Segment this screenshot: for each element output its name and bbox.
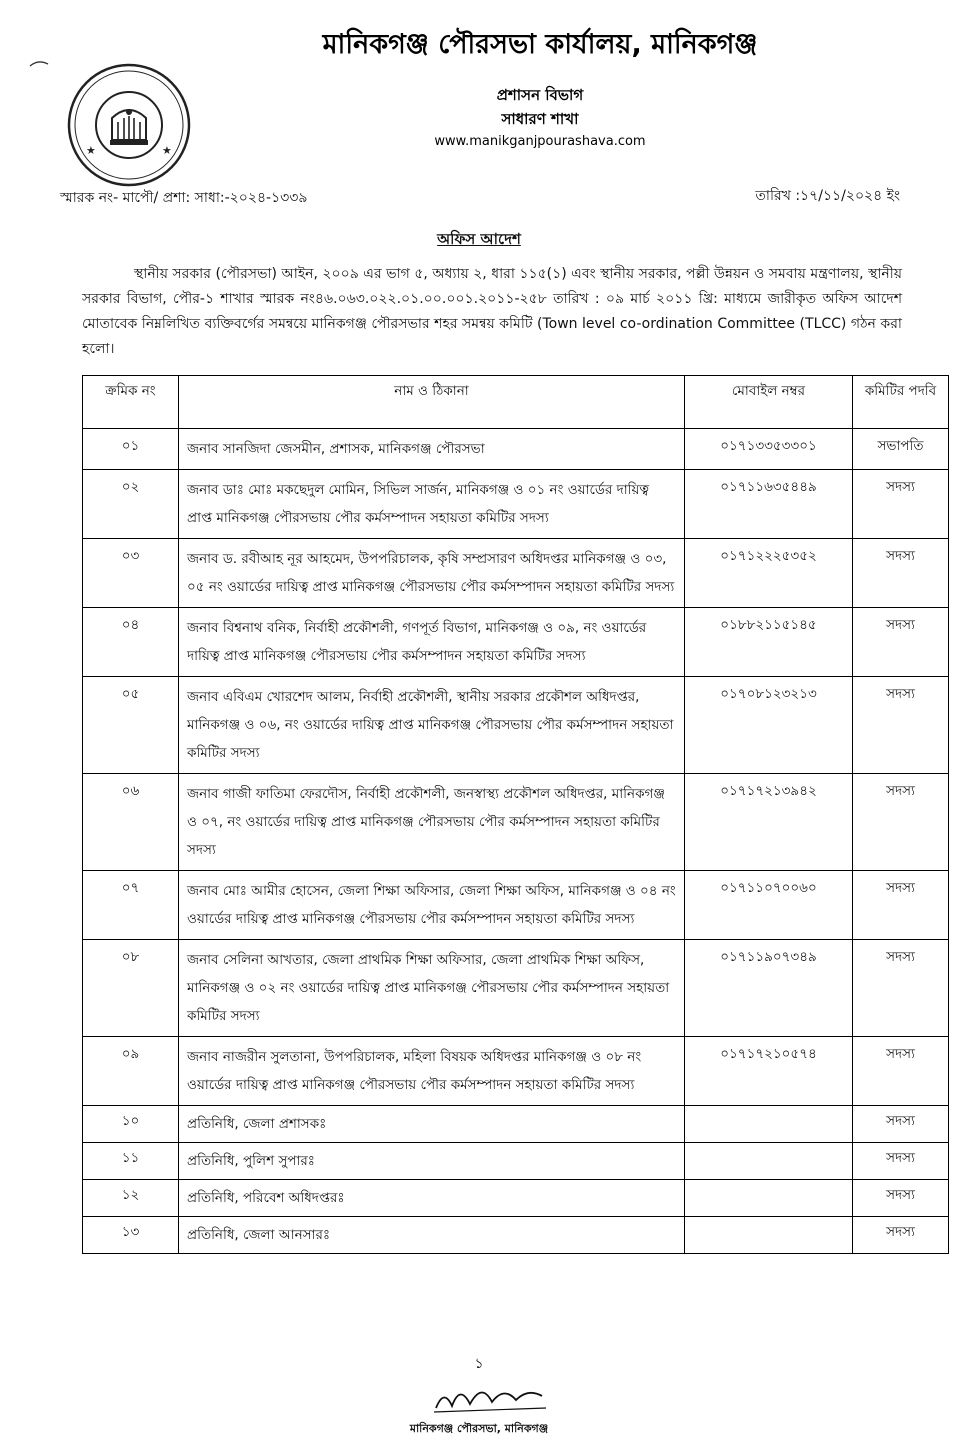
row-serial: ০৮ (83, 940, 179, 1037)
row-role: সদস্য (853, 940, 949, 1037)
row-role: সদস্য (853, 871, 949, 940)
row-name: প্রতিনিধি, জেলা আনসারঃ (179, 1217, 685, 1254)
table-row (83, 1037, 949, 1106)
row-name: প্রতিনিধি, পরিবেশ অধিদপ্তরঃ (179, 1180, 685, 1217)
row-role: সদস্য (853, 1217, 949, 1254)
row-mobile (685, 1180, 853, 1217)
row-serial: ০৬ (83, 774, 179, 871)
row-mobile: ০১৭১১৯০৭৩৪৯ (685, 940, 853, 1037)
row-name: জনাব নাজরীন সুলতানা, উপপরিচালক, মহিলা বিষয়ক অধিদপ্তর মানিকগঞ্জ ও ০৮ নং ওয়ার্ডের দায়িত্ব প্রাপ্ত মানিকগঞ্জ পৌরসভায় পৌর কর্মসম্পাদন সহায়তা কমিটির সদস্য (179, 1037, 685, 1106)
row-role: সভাপতি (853, 429, 949, 470)
memo-date: তারিখ :১৭/১১/২০২৪ ইং (755, 188, 900, 204)
row-role: সদস্য (853, 1143, 949, 1180)
row-serial: ১১ (83, 1143, 179, 1180)
row-role: সদস্য (853, 1180, 949, 1217)
table-row (83, 1143, 949, 1180)
table-header-row (83, 376, 949, 429)
row-serial: ১৩ (83, 1217, 179, 1254)
table-row (83, 539, 949, 608)
row-mobile: ০১৮৮২১১৫১৪৫ (685, 608, 853, 677)
table-row (83, 1217, 949, 1254)
svg-text:★: ★ (86, 144, 96, 157)
row-name: জনাব ড. রবীআহ নূর আহমেদ, উপপরিচালক, কৃষি সম্প্রসারণ অধিদপ্তর মানিকগঞ্জ ও ০৩, ০৫ নং ওয়ার্ডের দায়িত্ব প্রাপ্ত মানিকগঞ্জ পৌরসভায় পৌর কর্মসম্পাদন সহায়তা কমিটির সদস্য (179, 539, 685, 608)
table-row (83, 429, 949, 470)
table-row (83, 470, 949, 539)
row-name: প্রতিনিধি, পুলিশ সুপারঃ (179, 1143, 685, 1180)
row-serial: ০৯ (83, 1037, 179, 1106)
table-row (83, 677, 949, 774)
order-intro: স্থানীয় সরকার (পৌরসভা) আইন, ২০০৯ এর ভাগ ৫, অধ্যায় ২, ধারা ১১৫(১) এবং স্থানীয় সরকার, পল্লী উন্নয়ন ও সমবায় মন্ত্রণালয়, স্থানীয় সরকার বিভাগ, পৌর-১ শাখার স্মারক নং৪৬.০৬৩.০২২.০১.০০.০০১.২০১১-২৫৮ তারিখ : ০৯ মার্চ ২০১১ খ্রি: মাধ্যমে জারীকৃত অফিস আদেশ মোতাবেক নিম্নলিখিত ব্যক্তিবর্গের সমন্বয়ে মানিকগঞ্জ পৌরসভার শহর সমন্বয় কমিটি (Town level co-ordination Committee (TLCC) গঠন করা হলো। (82, 266, 902, 357)
row-mobile (685, 1143, 853, 1180)
row-serial: ১০ (83, 1106, 179, 1143)
svg-text:★: ★ (162, 144, 172, 157)
row-mobile (685, 1217, 853, 1254)
row-name: জনাব গাজী ফাতিমা ফেরদৌস, নির্বাহী প্রকৌশলী, জনস্বাস্থ্য প্রকৌশল অধিদপ্তর, মানিকগঞ্জ ও ০৭, নং ওয়ার্ডের দায়িত্ব প্রাপ্ত মানিকগঞ্জ পৌরসভায় পৌর কর্মসম্পাদন সহায়তা কমিটির সদস্য (179, 774, 685, 871)
row-role: সদস্য (853, 1037, 949, 1106)
row-serial: ০৫ (83, 677, 179, 774)
row-name: জনাব মোঃ আমীর হোসেন, জেলা শিক্ষা অফিসার, জেলা শিক্ষা অফিস, মানিকগঞ্জ ও ০৪ নং ওয়ার্ডের দায়িত্ব প্রাপ্ত মানিকগঞ্জ পৌরসভায় পৌর কর্মসম্পাদন সহায়তা কমিটির সদস্য (179, 871, 685, 940)
row-serial: ০৩ (83, 539, 179, 608)
row-mobile: ০১৭১১৬৩৫৪৪৯ (685, 470, 853, 539)
row-mobile: ০১৭১৩৩৫৩৩০১ (685, 429, 853, 470)
committee-table (82, 375, 949, 1254)
table-row (83, 940, 949, 1037)
row-serial: ১২ (83, 1180, 179, 1217)
scan-mark-icon (28, 58, 50, 68)
row-role: সদস্য (853, 539, 949, 608)
header-mobile: মোবাইল নম্বর (685, 376, 853, 429)
row-mobile: ০১৭১১০৭০০৬০ (685, 871, 853, 940)
table-row (83, 871, 949, 940)
table-row (83, 1106, 949, 1143)
department-name: প্রশাসন বিভাগ (496, 86, 584, 104)
row-role: সদস্য (853, 677, 949, 774)
row-serial: ০৭ (83, 871, 179, 940)
order-title: অফিস আদেশ (437, 230, 521, 248)
table-row (83, 774, 949, 871)
table-row (83, 608, 949, 677)
row-name: জনাব সেলিনা আখতার, জেলা প্রাথমিক শিক্ষা অফিসার, জেলা প্রাথমিক শিক্ষা অফিস, মানিকগঞ্জ ও ০২ নং ওয়ার্ডের দায়িত্ব প্রাপ্ত মানিকগঞ্জ পৌরসভায় পৌর কর্মসম্পাদন সহায়তা কমিটির সদস্য (179, 940, 685, 1037)
row-name: জনাব ডাঃ মোঃ মকছেদুল মোমিন, সিভিল সার্জন, মানিকগঞ্জ ও ০১ নং ওয়ার্ডের দায়িত্ব প্রাপ্ত মানিকগঞ্জ পৌরসভায় পৌর কর্মসম্পাদন সহায়তা কমিটির সদস্য (179, 470, 685, 539)
row-name: জনাব বিশ্বনাথ বনিক, নির্বাহী প্রকৌশলী, গণপূর্ত বিভাগ, মানিকগঞ্জ ও ০৯, নং ওয়ার্ডের দায়িত্ব প্রাপ্ত মানিকগঞ্জ পৌরসভায় পৌর কর্মসম্পাদন সহায়তা কমিটির সদস্য (179, 608, 685, 677)
row-mobile (685, 1106, 853, 1143)
row-role: সদস্য (853, 608, 949, 677)
row-serial: ০৪ (83, 608, 179, 677)
signature-icon (430, 1378, 550, 1418)
row-serial: ০২ (83, 470, 179, 539)
row-name: জনাব সানজিদা জেসমীন, প্রশাসক, মানিকগঞ্জ পৌরসভা (179, 429, 685, 470)
memo-reference: স্মারক নং- মাপৌ/ প্রশা: সাধা:-২০২৪-১৩৩৯ (60, 190, 308, 206)
signature-caption: মানিকগঞ্জ পৌরসভা, মানিকগঞ্জ (409, 1422, 549, 1435)
row-name: প্রতিনিধি, জেলা প্রশাসকঃ (179, 1106, 685, 1143)
page-number: ১ (474, 1356, 484, 1372)
header-name: নাম ও ঠিকানা (179, 376, 685, 429)
header-role: কমিটির পদবি (853, 376, 949, 429)
section-name: সাধারণ শাখা (501, 110, 579, 128)
website-link[interactable]: www.manikganjpourashava.com (434, 134, 646, 149)
row-role: সদস্য (853, 470, 949, 539)
table-row (83, 1180, 949, 1217)
row-mobile: ০১৭০৮১২৩২১৩ (685, 677, 853, 774)
row-mobile: ০১৭১৭২১০৫৭৪ (685, 1037, 853, 1106)
row-role: সদস্য (853, 1106, 949, 1143)
row-role: সদস্য (853, 774, 949, 871)
office-name: মানিকগঞ্জ পৌরসভা কার্যালয়, মানিকগঞ্জ (322, 29, 758, 60)
row-name: জনাব এবিএম খোরশেদ আলম, নির্বাহী প্রকৌশলী, স্থানীয় সরকার প্রকৌশল অধিদপ্তর, মানিকগঞ্জ ও ০৬, নং ওয়ার্ডের দায়িত্ব প্রাপ্ত মানিকগঞ্জ পৌরসভায় পৌর কর্মসম্পাদন সহায়তা কমিটির সদস্য (179, 677, 685, 774)
row-mobile: ০১৭১৭২১৩৯৪২ (685, 774, 853, 871)
header-serial: ক্রমিক নং (83, 376, 179, 429)
row-serial: ০১ (83, 429, 179, 470)
row-mobile: ০১৭১২২২৫৩৫২ (685, 539, 853, 608)
